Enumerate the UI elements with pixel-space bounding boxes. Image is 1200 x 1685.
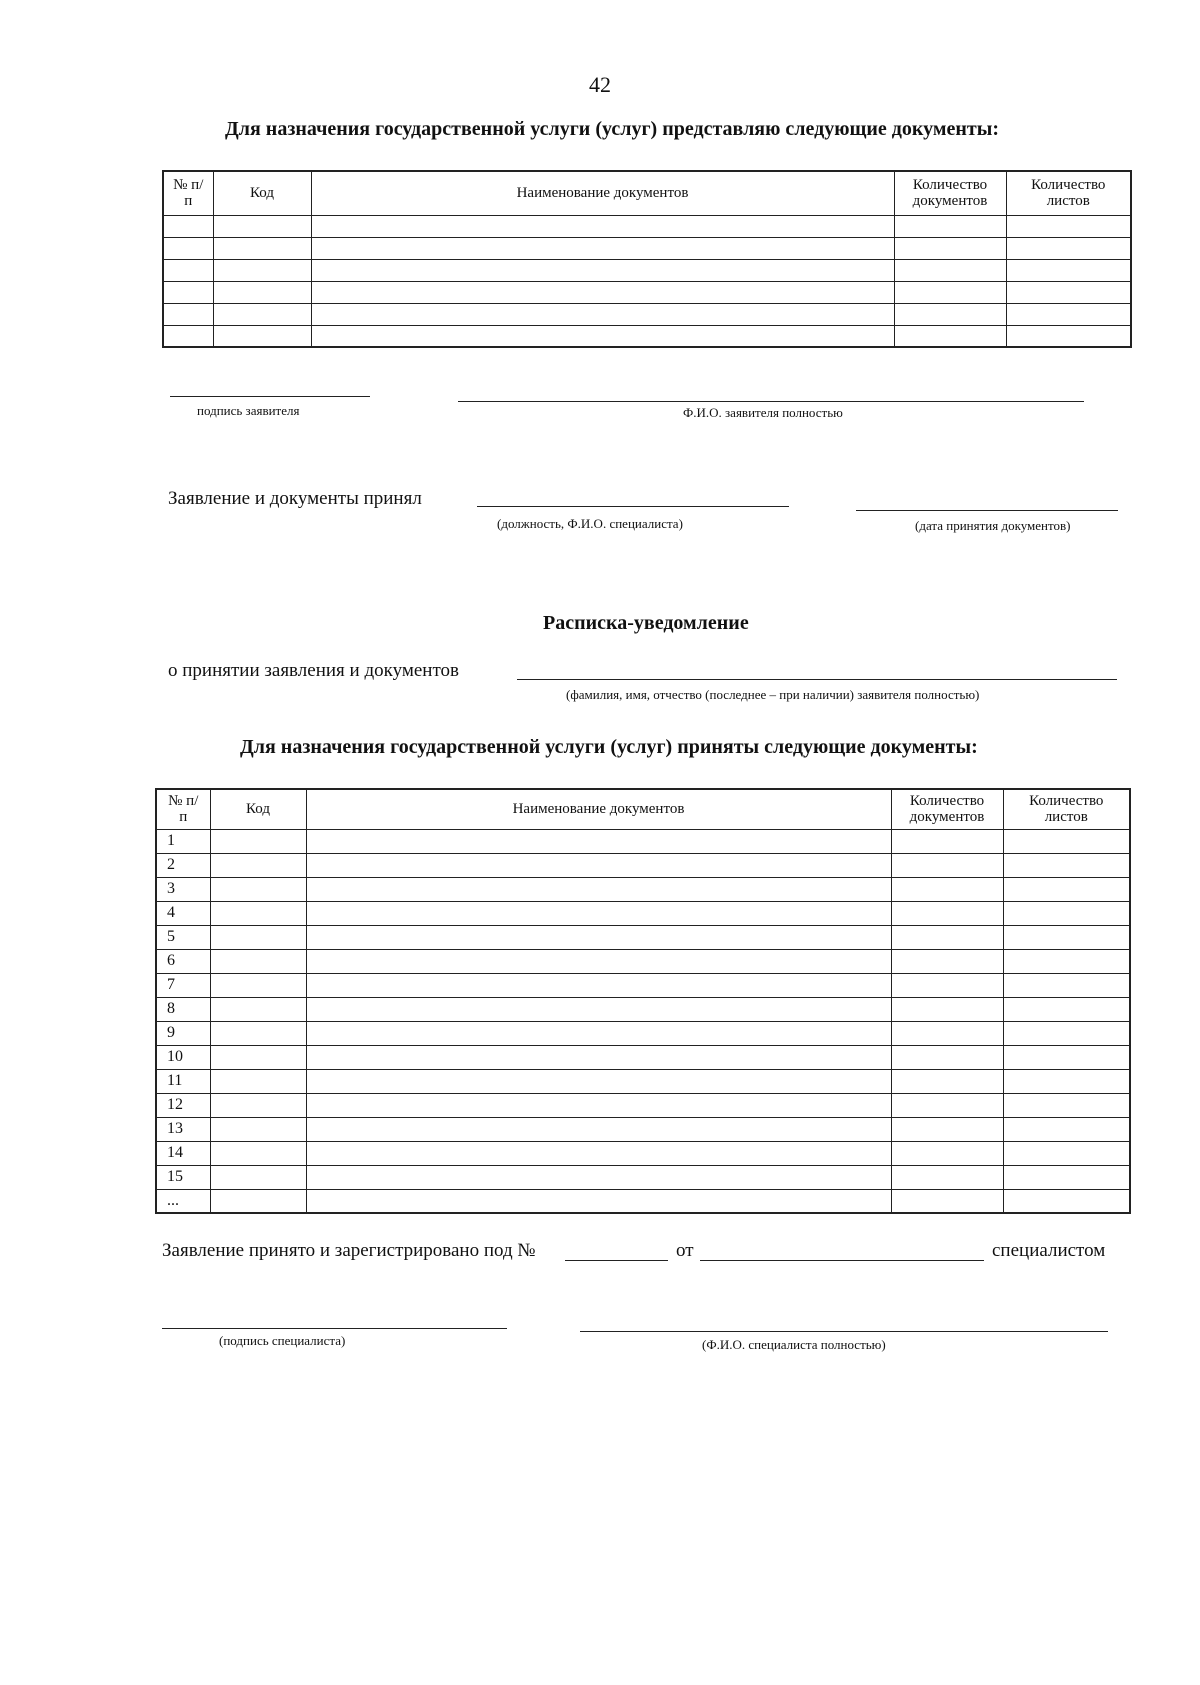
document-name-cell[interactable]: [311, 237, 894, 259]
document-name-cell[interactable]: [311, 259, 894, 281]
doc-count-cell[interactable]: [891, 1117, 1003, 1141]
table-row: [156, 1165, 1130, 1189]
registration-number-line[interactable]: [565, 1260, 668, 1261]
receipt-text: о принятии заявления и документов: [168, 660, 459, 681]
registration-text: Заявление принято и зарегистрировано под №: [162, 1240, 536, 1261]
code-cell[interactable]: [210, 1093, 306, 1117]
doc-count-cell[interactable]: [891, 1189, 1003, 1213]
row-number-cell: [163, 325, 213, 347]
row-number-cell: 5: [156, 925, 210, 949]
row-number-cell: ...: [156, 1189, 210, 1213]
row-number-cell: 9: [156, 1021, 210, 1045]
doc-count-cell[interactable]: [894, 325, 1006, 347]
doc-count-cell[interactable]: [894, 237, 1006, 259]
col-doc-count-header: Количество документов: [894, 171, 1006, 215]
doc-count-cell[interactable]: [894, 281, 1006, 303]
sheet-count-cell[interactable]: [1003, 925, 1130, 949]
applicant-signature-caption: подпись заявителя: [197, 403, 300, 418]
doc-count-cell[interactable]: [891, 949, 1003, 973]
code-cell[interactable]: [210, 997, 306, 1021]
sheet-count-cell[interactable]: [1003, 1045, 1130, 1069]
row-number-cell: 14: [156, 1141, 210, 1165]
row-number-cell: 10: [156, 1045, 210, 1069]
col-sheet-count-header: Количество листов: [1006, 171, 1131, 215]
submitted-documents-table: [162, 170, 1132, 348]
code-cell[interactable]: [213, 303, 311, 325]
registration-suffix-text: специалистом: [992, 1240, 1106, 1261]
doc-count-cell[interactable]: [891, 1165, 1003, 1189]
row-number-cell: 6: [156, 949, 210, 973]
sheet-count-cell[interactable]: [1006, 259, 1131, 281]
code-cell[interactable]: [210, 1141, 306, 1165]
sheet-count-cell[interactable]: [1006, 237, 1131, 259]
doc-count-cell[interactable]: [891, 973, 1003, 997]
accepted-documents-table: [155, 788, 1131, 1214]
code-cell[interactable]: [210, 877, 306, 901]
document-name-cell[interactable]: [306, 853, 891, 877]
row-number-cell: 4: [156, 901, 210, 925]
table-row: [163, 259, 1131, 281]
table-header-row: [163, 171, 1131, 215]
registration-date-line[interactable]: [700, 1260, 984, 1261]
sheet-count-cell[interactable]: [1003, 1021, 1130, 1045]
table-row: [156, 1021, 1130, 1045]
document-name-cell[interactable]: [306, 973, 891, 997]
table-header-row: [156, 789, 1130, 829]
section1-heading: Для назначения государственной услуги (услуг) представляю следующие документы:: [225, 118, 1000, 140]
code-cell[interactable]: [210, 1069, 306, 1093]
receipt-name-line[interactable]: [517, 679, 1117, 680]
document-name-cell[interactable]: [306, 829, 891, 853]
code-cell[interactable]: [210, 1021, 306, 1045]
doc-count-cell[interactable]: [891, 1021, 1003, 1045]
table-row: [156, 829, 1130, 853]
table-row: [156, 1117, 1130, 1141]
code-cell[interactable]: [210, 1165, 306, 1189]
col-sheet-count-header: Количество листов: [1003, 789, 1130, 829]
sheet-count-cell[interactable]: [1003, 853, 1130, 877]
document-name-cell[interactable]: [311, 281, 894, 303]
row-number-cell: 11: [156, 1069, 210, 1093]
row-number-cell: [163, 215, 213, 237]
document-name-cell[interactable]: [311, 325, 894, 347]
row-number-cell: [163, 237, 213, 259]
document-name-cell[interactable]: [306, 901, 891, 925]
document-name-cell[interactable]: [306, 1021, 891, 1045]
sheet-count-cell[interactable]: [1006, 215, 1131, 237]
sheet-count-cell[interactable]: [1003, 877, 1130, 901]
table-row: [156, 877, 1130, 901]
col-code-header: Код: [213, 171, 311, 215]
sheet-count-cell[interactable]: [1003, 1189, 1130, 1213]
sheet-count-cell[interactable]: [1006, 325, 1131, 347]
specialist-signature-line[interactable]: [162, 1328, 507, 1329]
registration-from-text: от: [676, 1240, 694, 1261]
col-code-header: Код: [210, 789, 306, 829]
col-num-header: № п/п: [156, 789, 210, 829]
sheet-count-cell[interactable]: [1003, 997, 1130, 1021]
row-number-cell: 3: [156, 877, 210, 901]
acceptance-date-line[interactable]: [856, 510, 1118, 511]
document-name-cell[interactable]: [306, 1165, 891, 1189]
code-cell[interactable]: [210, 1045, 306, 1069]
row-number-cell: 8: [156, 997, 210, 1021]
doc-count-cell[interactable]: [891, 829, 1003, 853]
sheet-count-cell[interactable]: [1003, 1093, 1130, 1117]
sheet-count-cell[interactable]: [1003, 973, 1130, 997]
sheet-count-cell[interactable]: [1003, 1117, 1130, 1141]
page-number: 42: [589, 72, 611, 97]
code-cell[interactable]: [213, 237, 311, 259]
doc-count-cell[interactable]: [891, 1093, 1003, 1117]
sheet-count-cell[interactable]: [1003, 1165, 1130, 1189]
table-row: [156, 973, 1130, 997]
document-name-cell[interactable]: [306, 949, 891, 973]
doc-count-cell[interactable]: [891, 925, 1003, 949]
doc-count-cell[interactable]: [894, 259, 1006, 281]
row-number-cell: 7: [156, 973, 210, 997]
code-cell[interactable]: [210, 925, 306, 949]
acceptance-date-caption: (дата принятия документов): [915, 518, 1071, 533]
specialist-name-line[interactable]: [580, 1331, 1108, 1332]
table-row: [156, 901, 1130, 925]
document-name-cell[interactable]: [306, 877, 891, 901]
row-number-cell: 12: [156, 1093, 210, 1117]
table-row: [163, 303, 1131, 325]
code-cell[interactable]: [210, 901, 306, 925]
row-number-cell: 13: [156, 1117, 210, 1141]
col-num-header: № п/п: [163, 171, 213, 215]
document-name-cell[interactable]: [306, 925, 891, 949]
table-row: [156, 1069, 1130, 1093]
document-name-cell[interactable]: [306, 1069, 891, 1093]
doc-count-cell[interactable]: [891, 877, 1003, 901]
code-cell[interactable]: [210, 1117, 306, 1141]
table-row: [156, 1045, 1130, 1069]
table-row: [156, 1093, 1130, 1117]
row-number-cell: [163, 303, 213, 325]
document-name-cell[interactable]: [306, 1189, 891, 1213]
applicant-name-line[interactable]: [458, 401, 1084, 402]
sheet-count-cell[interactable]: [1003, 949, 1130, 973]
table-row: [163, 237, 1131, 259]
code-cell[interactable]: [213, 325, 311, 347]
code-cell[interactable]: [213, 215, 311, 237]
document-name-cell[interactable]: [306, 1045, 891, 1069]
code-cell[interactable]: [213, 281, 311, 303]
row-number-cell: 15: [156, 1165, 210, 1189]
doc-count-cell[interactable]: [891, 1069, 1003, 1093]
table-row: [163, 281, 1131, 303]
sheet-count-cell[interactable]: [1003, 829, 1130, 853]
col-doc-count-header: Количество документов: [891, 789, 1003, 829]
table-row: [156, 997, 1130, 1021]
row-number-cell: [163, 259, 213, 281]
acceptance-position-line[interactable]: [477, 506, 789, 507]
section2-heading: Для назначения государственной услуги (услуг) приняты следующие документы:: [240, 736, 978, 758]
table-row: [156, 949, 1130, 973]
table-row: [156, 1189, 1130, 1213]
table-row: [156, 1141, 1130, 1165]
doc-count-cell[interactable]: [891, 901, 1003, 925]
applicant-name-caption: Ф.И.О. заявителя полностью: [683, 405, 843, 420]
specialist-signature-caption: (подпись специалиста): [219, 1333, 346, 1348]
sheet-count-cell[interactable]: [1006, 303, 1131, 325]
receipt-name-caption: (фамилия, имя, отчество (последнее – при наличии) заявителя полностью): [566, 687, 980, 702]
table-row: [163, 325, 1131, 347]
table-row: [163, 215, 1131, 237]
document-name-cell[interactable]: [306, 1117, 891, 1141]
row-number-cell: 2: [156, 853, 210, 877]
document-name-cell[interactable]: [311, 215, 894, 237]
code-cell[interactable]: [210, 1189, 306, 1213]
receipt-title: Расписка-уведомление: [543, 612, 749, 634]
table-row: [156, 853, 1130, 877]
doc-count-cell[interactable]: [894, 215, 1006, 237]
code-cell[interactable]: [210, 973, 306, 997]
doc-count-cell[interactable]: [891, 1045, 1003, 1069]
acceptance-text: Заявление и документы принял: [168, 488, 422, 509]
code-cell[interactable]: [210, 853, 306, 877]
doc-count-cell[interactable]: [891, 997, 1003, 1021]
sheet-count-cell[interactable]: [1003, 901, 1130, 925]
code-cell[interactable]: [210, 949, 306, 973]
col-name-header: Наименование документов: [311, 171, 894, 215]
document-name-cell[interactable]: [311, 303, 894, 325]
sheet-count-cell[interactable]: [1003, 1069, 1130, 1093]
row-number-cell: [163, 281, 213, 303]
col-name-header: Наименование документов: [306, 789, 891, 829]
code-cell[interactable]: [210, 829, 306, 853]
doc-count-cell[interactable]: [891, 853, 1003, 877]
acceptance-position-caption: (должность, Ф.И.О. специалиста): [497, 516, 683, 531]
table-row: [156, 925, 1130, 949]
code-cell[interactable]: [213, 259, 311, 281]
document-name-cell[interactable]: [306, 997, 891, 1021]
document-name-cell[interactable]: [306, 1141, 891, 1165]
doc-count-cell[interactable]: [891, 1141, 1003, 1165]
row-number-cell: 1: [156, 829, 210, 853]
applicant-signature-line[interactable]: [170, 396, 370, 397]
sheet-count-cell[interactable]: [1003, 1141, 1130, 1165]
document-name-cell[interactable]: [306, 1093, 891, 1117]
specialist-name-caption: (Ф.И.О. специалиста полностью): [702, 1337, 886, 1352]
sheet-count-cell[interactable]: [1006, 281, 1131, 303]
doc-count-cell[interactable]: [894, 303, 1006, 325]
